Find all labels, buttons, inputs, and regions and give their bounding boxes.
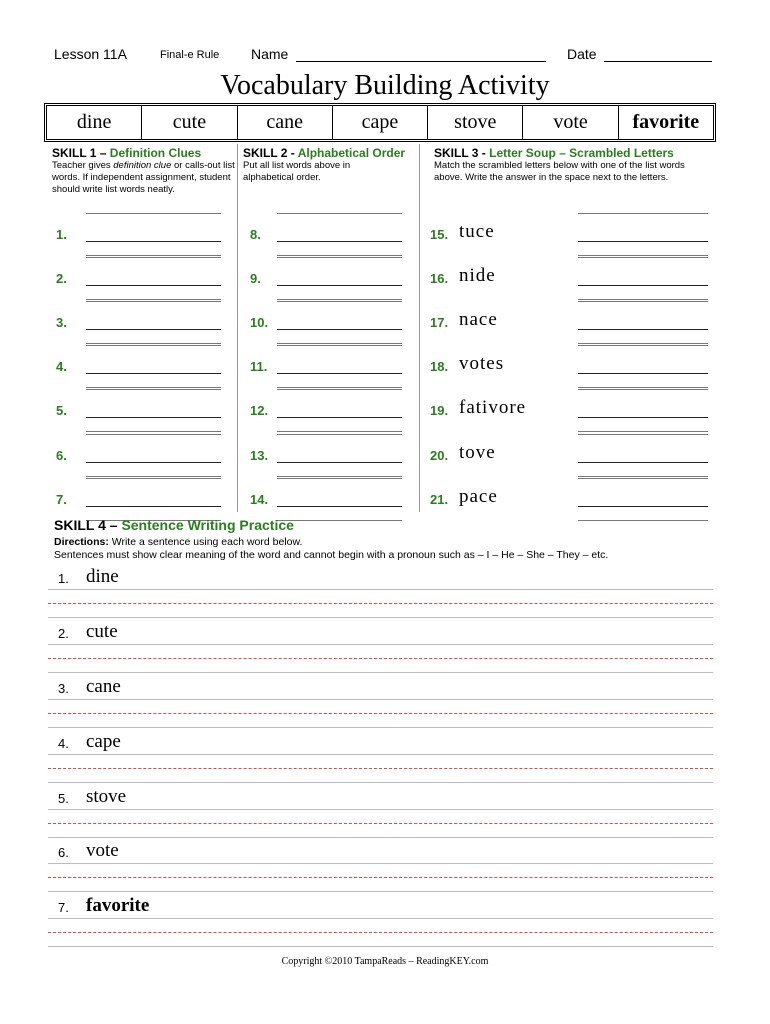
sentence-word: vote <box>86 840 119 861</box>
skill1-desc-rest: or calls-out list words. If independent assignment, student should write list words neatly. <box>52 160 235 195</box>
guide-line <box>277 257 402 258</box>
skill2-number: 8. <box>250 227 261 242</box>
answer-line[interactable] <box>86 506 221 507</box>
writing-line[interactable] <box>48 699 713 700</box>
skill1-number: 6. <box>56 448 67 463</box>
scrambled-word: nide <box>459 265 496 286</box>
baseline[interactable] <box>48 946 713 947</box>
baseline[interactable] <box>48 727 713 728</box>
skill3-number: 19. <box>430 403 449 418</box>
skill4-rule: Sentences must show clear meaning of the word and cannot begin with a pronoun such as – I – He – She – They – etc. <box>54 549 609 561</box>
guide-line <box>86 299 221 300</box>
word-bank-item: favorite <box>632 111 700 133</box>
guide-line <box>86 343 221 344</box>
directions-text: Write a sentence using each word below. <box>108 536 303 548</box>
sentence-word: cute <box>86 621 118 642</box>
guide-line <box>277 476 402 477</box>
answer-line[interactable] <box>277 285 402 286</box>
midline-dashed <box>48 603 713 604</box>
sentence-number: 1. <box>58 571 69 586</box>
guide-line <box>277 301 402 302</box>
guide-line <box>277 389 402 390</box>
skill1-number: 2. <box>56 271 67 286</box>
answer-line[interactable] <box>578 506 708 507</box>
page-title: Vocabulary Building Activity <box>220 70 550 101</box>
skill4-directions <box>54 536 302 548</box>
writing-line[interactable] <box>48 589 713 590</box>
baseline[interactable] <box>48 837 713 838</box>
skill1-number: 4. <box>56 359 67 374</box>
word-bank-item: stove <box>428 106 523 139</box>
writing-line[interactable] <box>48 863 713 864</box>
midline-dashed <box>48 768 713 769</box>
scrambled-word: pace <box>459 486 498 507</box>
column-divider <box>419 144 420 512</box>
guide-line <box>86 431 221 432</box>
answer-line[interactable] <box>277 506 402 507</box>
skill3-number: 16. <box>430 271 449 286</box>
guide-line <box>578 520 708 521</box>
answer-line[interactable] <box>578 241 708 242</box>
sentence-word: dine <box>86 566 119 587</box>
guide-line <box>578 301 708 302</box>
answer-line[interactable] <box>578 285 708 286</box>
guide-line <box>86 257 221 258</box>
baseline[interactable] <box>48 891 713 892</box>
scrambled-word: votes <box>459 353 505 374</box>
sentence-number: 2. <box>58 626 69 641</box>
word-bank <box>44 103 716 142</box>
name-label: Name <box>251 46 289 62</box>
scrambled-word: tove <box>459 442 496 463</box>
skill2-header <box>243 146 405 160</box>
guide-line <box>277 478 402 479</box>
guide-line <box>277 255 402 256</box>
answer-line[interactable] <box>86 373 221 374</box>
answer-line[interactable] <box>86 462 221 463</box>
answer-line[interactable] <box>86 417 221 418</box>
guide-line <box>277 387 402 388</box>
sentence-number: 3. <box>58 681 69 696</box>
skill4-prefix: SKILL 4 – <box>54 517 122 533</box>
name-field[interactable] <box>296 61 546 62</box>
skill2-description: Put all list words above in alphabetical order. <box>243 160 351 183</box>
skill2-number: 14. <box>250 492 269 507</box>
skill1-desc-em: definition clue <box>113 160 172 171</box>
writing-line[interactable] <box>48 754 713 755</box>
guide-line <box>277 520 402 521</box>
answer-line[interactable] <box>86 241 221 242</box>
skill4-title: Sentence Writing Practice <box>121 517 294 533</box>
guide-line <box>277 345 402 346</box>
skill1-number: 1. <box>56 227 67 242</box>
guide-line <box>578 213 708 214</box>
guide-line <box>86 476 221 477</box>
skill1-desc-lead: Teacher gives <box>52 160 114 171</box>
skill2-number: 10. <box>250 315 269 330</box>
midline-dashed <box>48 932 713 933</box>
baseline[interactable] <box>48 617 713 618</box>
guide-line <box>277 299 402 300</box>
baseline[interactable] <box>48 672 713 673</box>
skill3-number: 21. <box>430 492 449 507</box>
skill2-title: Alphabetical Order <box>297 146 406 160</box>
answer-line[interactable] <box>277 241 402 242</box>
skill3-number: 18. <box>430 359 449 374</box>
scrambled-word: fativore <box>459 397 527 418</box>
skill3-title: Letter Soup – Scrambled Letters <box>489 146 674 160</box>
guide-line <box>578 476 708 477</box>
word-bank-item: cane <box>238 106 333 139</box>
guide-line <box>578 431 708 432</box>
skill3-prefix: SKILL 3 - <box>434 146 490 160</box>
skill3-number: 17. <box>430 315 449 330</box>
skill1-prefix: SKILL 1 – <box>52 146 110 160</box>
guide-line <box>578 255 708 256</box>
skill1-number: 5. <box>56 403 67 418</box>
answer-line[interactable] <box>578 373 708 374</box>
copyright: Copyright ©2010 TampaReads – ReadingKEY.com <box>281 956 489 967</box>
skill3-number: 15. <box>430 227 449 242</box>
sentence-number: 4. <box>58 736 69 751</box>
skill3-header <box>434 146 674 160</box>
baseline[interactable] <box>48 782 713 783</box>
guide-line <box>578 387 708 388</box>
answer-line[interactable] <box>277 462 402 463</box>
skill4-header <box>54 517 294 533</box>
skill3-number: 20. <box>430 448 449 463</box>
guide-line <box>578 299 708 300</box>
sentence-number: 7. <box>58 900 69 915</box>
writing-line[interactable] <box>48 644 713 645</box>
guide-line <box>578 257 708 258</box>
word-bank-item: vote <box>523 106 618 139</box>
guide-line <box>86 478 221 479</box>
answer-line[interactable] <box>578 462 708 463</box>
skill2-number: 11. <box>250 359 268 374</box>
guide-line <box>277 213 402 214</box>
midline-dashed <box>48 658 713 659</box>
skill2-prefix: SKILL 2 - <box>243 146 298 160</box>
sentence-number: 5. <box>58 791 69 806</box>
skill3-description: Match the scrambled letters below with one of the list words above. Write the answer in the space next to the letters. <box>434 160 685 183</box>
guide-line <box>578 389 708 390</box>
word-bank-item: cape <box>333 106 428 139</box>
guide-line <box>578 343 708 344</box>
guide-line <box>578 345 708 346</box>
answer-line[interactable] <box>578 417 708 418</box>
sentence-number: 6. <box>58 845 69 860</box>
answer-line[interactable] <box>277 373 402 374</box>
word-bank-item: dine <box>47 106 142 139</box>
guide-line <box>86 255 221 256</box>
guide-line <box>277 434 402 435</box>
answer-line[interactable] <box>578 329 708 330</box>
guide-line <box>578 434 708 435</box>
sentence-word: cane <box>86 676 121 697</box>
date-field[interactable] <box>604 61 712 62</box>
sentence-word: cape <box>86 731 121 752</box>
column-divider <box>237 144 238 512</box>
guide-line <box>86 301 221 302</box>
skill1-description <box>52 160 237 196</box>
skill2-number: 9. <box>250 271 261 286</box>
skill1-number: 3. <box>56 315 67 330</box>
skill1-number: 7. <box>56 492 67 507</box>
skill2-number: 12. <box>250 403 269 418</box>
guide-line <box>277 343 402 344</box>
sentence-word: favorite <box>86 895 150 916</box>
guide-line <box>86 345 221 346</box>
guide-line <box>86 389 221 390</box>
guide-line <box>578 478 708 479</box>
answer-line[interactable] <box>277 417 402 418</box>
writing-line[interactable] <box>48 918 713 919</box>
lesson-label: Lesson 11A <box>54 46 127 62</box>
guide-line <box>86 434 221 435</box>
directions-label: Directions: <box>54 536 109 548</box>
midline-dashed <box>48 877 713 878</box>
answer-line[interactable] <box>277 329 402 330</box>
midline-dashed <box>48 823 713 824</box>
scrambled-word: nace <box>459 309 498 330</box>
writing-line[interactable] <box>48 809 713 810</box>
guide-line <box>277 431 402 432</box>
guide-line <box>86 387 221 388</box>
word-bank-item: cute <box>142 106 237 139</box>
scrambled-word: tuce <box>459 221 495 242</box>
answer-line[interactable] <box>86 285 221 286</box>
rule-label: Final-e Rule <box>160 49 220 61</box>
skill2-number: 13. <box>250 448 269 463</box>
midline-dashed <box>48 713 713 714</box>
answer-line[interactable] <box>86 329 221 330</box>
skill1-header <box>52 146 201 160</box>
skill1-title: Definition Clues <box>109 146 202 160</box>
guide-line <box>86 213 221 214</box>
sentence-word: stove <box>86 786 127 807</box>
date-label: Date <box>567 46 597 62</box>
